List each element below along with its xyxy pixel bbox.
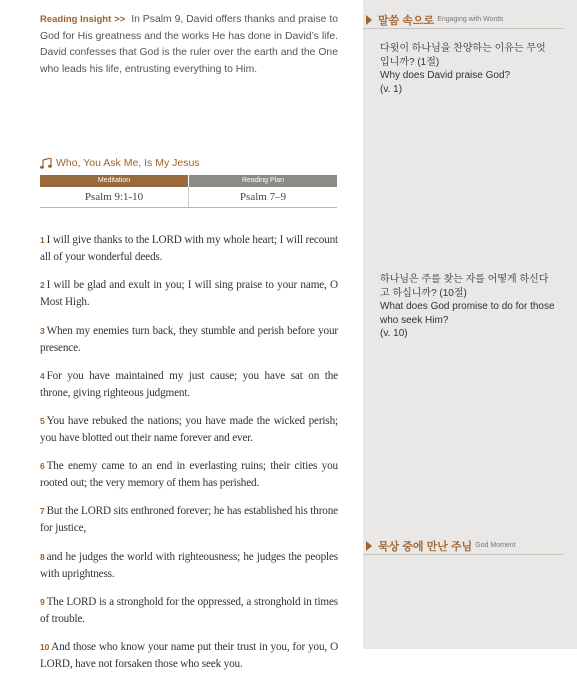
verse-number: 7 (40, 506, 45, 517)
verse (40, 368, 338, 402)
heading-korean: 말씀 속으로 (378, 14, 435, 27)
god-moment-heading (363, 538, 563, 555)
verse (40, 503, 338, 537)
double-chevron-icon: >> (114, 14, 126, 25)
verse (40, 458, 338, 492)
verse-number: 5 (40, 415, 45, 426)
meditation-value: Psalm 9:1-10 (84, 191, 144, 203)
verse-text: You have rebuked the nations; you have made the wicked perish; you have blotted out their name forever and ever. (40, 414, 338, 444)
verse (40, 594, 338, 628)
question-korean: 하나님은 주를 찾는 자를 어떻게 하신다고 하십니까? (10절) (380, 274, 549, 299)
engaging-words-heading (363, 12, 563, 29)
reading-plan-table (40, 175, 337, 208)
heading-english: God Moment (475, 542, 516, 549)
heading-korean: 묵상 중에 만난 주님 (378, 540, 473, 553)
sidebar (363, 0, 577, 649)
scripture-passage (40, 221, 338, 677)
music-note-icon (40, 158, 52, 169)
verse-number: 1 (40, 235, 45, 246)
verse (40, 277, 338, 311)
verse-number: 6 (40, 461, 45, 472)
verse-text: The enemy came to an end in everlasting ruins; their cities you rooted out; the very memory of them has perished. (40, 460, 338, 490)
verse-number: 2 (40, 280, 45, 291)
meditation-header: Meditation (40, 175, 188, 187)
verse-text: I will give thanks to the LORD with my whole heart; I will recount all of your wonderful deeds. (40, 234, 338, 264)
triangle-marker-icon (366, 541, 372, 551)
reading-plan-value: Psalm 7–9 (188, 187, 337, 207)
question-reference: (v. 10) (380, 328, 408, 339)
verse-text: And those who know your name put their trust in you, for you, O LORD, have not forsaken those who seek you. (40, 640, 338, 670)
reading-insight-text: In Psalm 9, David offers thanks and praise to God for His greatness and the works He has done in David’s life. David confesses that God is the ruler over the earth and the One who leads his life, entrusting everything to Him. (40, 14, 339, 75)
song-line (40, 157, 338, 169)
verse-number: 9 (40, 596, 45, 607)
plan-value-row (40, 187, 337, 208)
verse-number: 4 (40, 370, 45, 381)
question-2 (380, 273, 555, 341)
verse (40, 232, 338, 266)
question-korean: 다윗이 하나님을 찬양하는 이유는 무엇입니까? (1절) (380, 43, 546, 68)
verse-text: For you have maintained my just cause; you have sat on the throne, giving righteous judgment. (40, 369, 338, 399)
triangle-marker-icon (366, 15, 372, 25)
verse-text: and he judges the world with righteousness; he judges the peoples with uprightness. (40, 550, 338, 580)
reading-plan-header: Reading Plan (188, 175, 337, 187)
verse-number: 10 (40, 641, 50, 652)
question-reference: (v. 1) (380, 83, 403, 95)
question-1 (380, 42, 555, 96)
verse-text: The LORD is a stronghold for the oppressed, a stronghold in times of trouble. (40, 595, 338, 625)
plan-header-row (40, 175, 337, 187)
reading-insight-label: Reading Insight (40, 14, 112, 25)
question-english: Why does David praise God? (380, 70, 511, 81)
verse-text: I will be glad and exult in you; I will sing praise to your name, O Most High. (40, 279, 338, 309)
verse-text: When my enemies turn back, they stumble and perish before your presence. (40, 324, 338, 354)
verse-number: 3 (40, 325, 45, 336)
verse-number: 8 (40, 551, 45, 562)
verse (40, 323, 338, 357)
verse-text: But the LORD sits enthroned forever; he has established his throne for justice, (40, 505, 338, 535)
heading-english: Engaging with Words (437, 16, 504, 23)
verse (40, 549, 338, 583)
song-title: Who, You Ask Me, Is My Jesus (56, 157, 200, 169)
question-english: What does God promise to do for those who seek Him? (380, 301, 555, 326)
verse (40, 639, 338, 673)
verse (40, 413, 338, 447)
reading-insight (40, 12, 338, 78)
